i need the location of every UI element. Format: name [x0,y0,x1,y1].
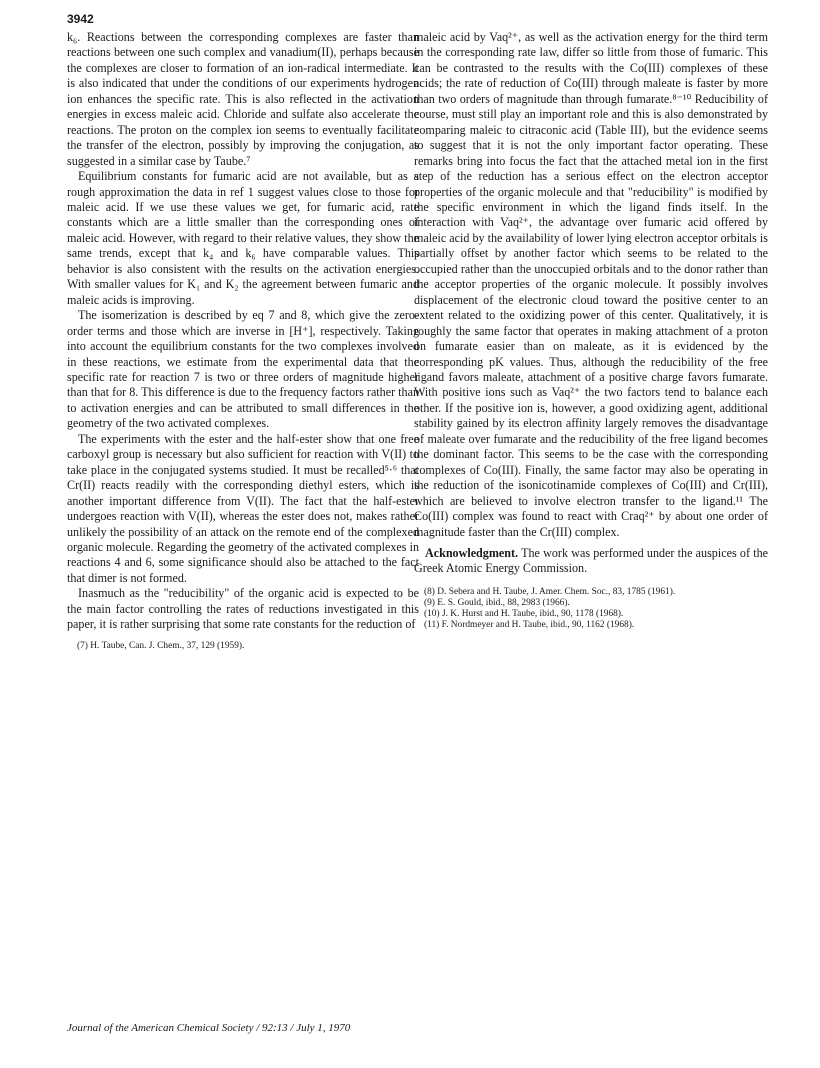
body-paragraph: Equilibrium constants for fumaric acid are not available, but as a rough approximation the data in ref 1 suggest values close to those for maleic acid. If we use these values we get, for fumaric acid, rate constants which are a little smaller than the corresponding ones of maleic acid. However, with regard to their relative values, they show the same trends, except that k₄ and k₆ have comparable values. This behavior is also consistent with the results on the activation energies. With smaller values for K₁ and K₂ the agreement between fumaric and maleic acids is improving. [67,169,419,307]
right-column [414,30,768,631]
footnote: (8) D. Sebera and H. Taube, J. Amer. Chem. Soc., 83, 1785 (1961). [424,586,676,597]
acknowledgment-heading: Acknowledgment. [425,545,519,560]
acknowledgment-paragraph [414,546,768,577]
page-number: 3942 [67,12,94,26]
footnotes-right [414,587,768,631]
body-paragraph: maleic acid by Vaq²⁺, as well as the activation energy for the third term in the corresponding rate law, differ so little from those of fumaric. This can be contrasted to the results with the Co(III) complexes of these acids; the rate of reduction of Co(III) through maleate is faster by more than two orders of magnitude than through fumarate.⁸⁻¹⁰ Reducibility of course, must still play an important role and this is also demonstrated by comparing maleic to citraconic acid (Table III), but the evidence seems to suggest that it is not the only important factor operating. These remarks bring into focus the fact that the attached metal ion in the first step of the reduction has a serious effect on the electron acceptor properties of the organic molecule and that "reducibility" is modified by the specific environment in which the ligand finds itself. In the interaction with Vaq²⁺, the advantage over fumaric acid offered by maleic acid by the availability of lower lying electron acceptor orbitals is partially offset by another factor which seems to be related to the occupied rather than the unoccupied orbitals and to the donor rather than the acceptor properties of the organic molecule. It possibly involves displacement of the electronic cloud toward the positive center to an extent related to the oxidizing power of this center. Qualitatively, it is roughly the same factor that operates in making attachment of a proton on fumarate easier than on maleate, as it is evidenced by the corresponding pK values. Thus, although the reducibility of the free ligand favors maleate, attachment of a positive charge favors fumarate. With positive ions such as Vaq²⁺ the two factors tend to balance each other. If the positive ion is, however, a good oxidizing agent, additional stability gained by its electron affinity largely removes the disadvantage of maleate over fumarate and the reducibility of the free ligand becomes the dominant factor. This seems to be the case with the corresponding complexes of Co(III). Finally, the same factor may also be operating in the reduction of the isonicotinamide complexes of Co(III) and Cr(III), which are believed to involve electron transfer to the ligand.¹¹ The Co(III) complex was found to react with Craq²⁺ by about one order of magnitude faster than the Cr(III) complex. [414,30,768,539]
body-paragraph: Inasmuch as the "reducibility" of the organic acid is expected to be the main factor controlling the rates of reductions investigated in this paper, it is rather surprising that some rate constants for the reduction of [67,586,419,632]
footnote: (11) F. Nordmeyer and H. Taube, ibid., 90, 1162 (1968). [424,619,635,630]
body-paragraph: The experiments with the ester and the half-ester show that one free carboxyl group is necessary but also sufficient for reaction with V(II) to take place in the conjugated systems studied. It must be recalled⁵·⁶ that Cr(II) reacts readily with the corresponding diethyl esters, which is another important difference from V(II). The fact that the half-ester undergoes reaction with V(II), whereas the ester does not, makes rather unlikely the possibility of an attack on the remote end of the complexed organic molecule. Regarding the geometry of the activated complexes in reactions 4 and 6, some significance should also be attached to the fact that dimer is not formed. [67,431,419,585]
footnote: (10) J. K. Hurst and H. Taube, ibid., 90, 1178 (1968). [424,608,624,619]
footnote: (7) H. Taube, Can. J. Chem., 37, 129 (1959). [77,640,245,651]
journal-footer: Journal of the American Chemical Society / 92:13 / July 1, 1970 [67,1022,351,1034]
footnote: (9) E. S. Gould, ibid., 88, 2983 (1966). [424,597,570,608]
acknowledgment-text: The work was performed under the auspices of the Greek Atomic Energy Commission. [414,545,768,576]
body-paragraph: The isomerization is described by eq 7 and 8, which give the zero-order terms and those which are inverse in [H⁺], respectively. Taking into account the equilibrium constants for the two complexes involved in these reactions, we estimate from the experimental data that the specific rate for reaction 7 is two or three orders of magnitude higher than that for 8. This difference is due to the frequency factors rather than to activation energies and can be attributed to small differences in the geometry of the two activated complexes. [67,308,419,431]
footnotes-left [67,641,419,652]
body-paragraph: k₆. Reactions between the corresponding complexes are faster than reactions between one such complex and vanadium(II), perhaps because the complexes are closer to formation of an ion-radical intermediate. It is also indicated that under the conditions of our experiments hydrogen ion enhances the specific rate. This is also reflected in the activation energies in excess maleic acid. Chloride and sulfate also accelerate the reactions. The proton on the complex ion seems to eventually facilitate the transfer of the electron, possibly by improving the conjugation, as suggested in a similar case by Taube.⁷ [67,30,419,168]
left-column [67,30,419,652]
